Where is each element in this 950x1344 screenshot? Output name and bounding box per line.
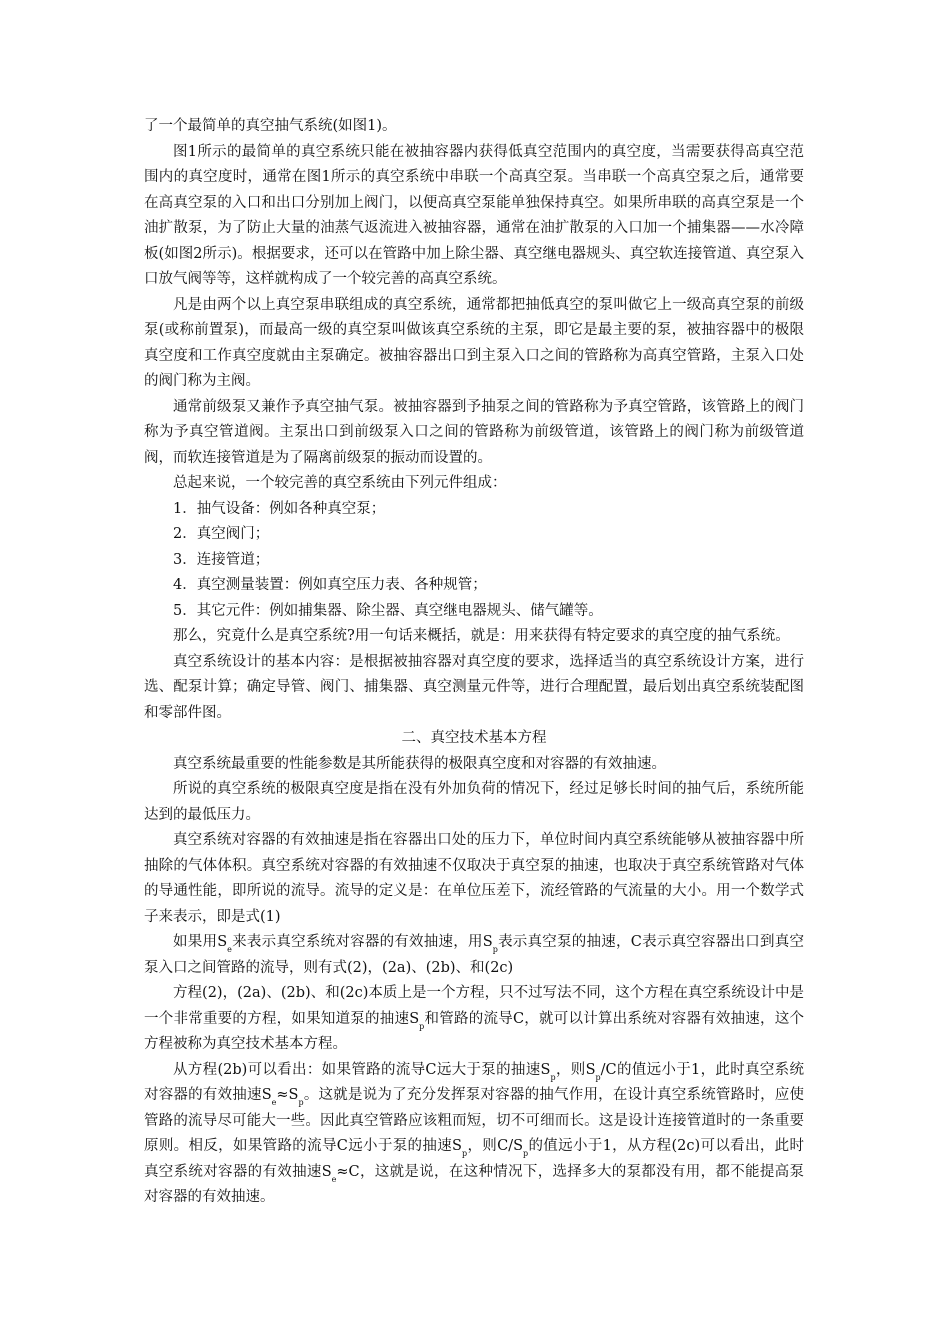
list-item: 4．真空测量装置：例如真空压力表、各种规管； xyxy=(173,577,487,593)
paragraph-ultimate-vacuum: 所说的真空系统的极限真空度是指在没有外加负荷的情况下，经过足够长时间的抽气后，系统所能达到的最低压力。 xyxy=(144,781,804,823)
list-item: 1．抽气设备：例如各种真空泵； xyxy=(173,500,386,517)
section-heading: 二、真空技术基本方程 xyxy=(401,730,547,746)
paragraph-design-content: 真空系统设计的基本内容：是根据被抽容器对真空度的要求，选择适当的真空系统设计方案，进行选、配泵计算；确定导管、阀门、捕集器、真空测量元件等，进行合理配置，最后划出真空系统装配图和零部件图。 xyxy=(144,653,804,721)
list-item: 5．其它元件：例如捕集器、除尘器、真空继电器规头、储气罐等。 xyxy=(173,602,603,619)
paragraph-continuation: 了一个最简单的真空抽气系统(如图1)。 xyxy=(144,118,397,134)
paragraph-pre-vacuum: 通常前级泵又兼作予真空抽气泵。被抽容器到予抽泵之间的管路称为予真空管路，该管路上的阀门称为予真空管道阀。主泵出口到前级泵入口之间的管路称为前级管道，该管路上的阀门称为前级管道阀，而软连接管道是为了隔离前级泵的振动而设置的。 xyxy=(144,398,804,466)
paragraph-basic-equation: 方程(2)，(2a)、(2b)、和(2c)本质上是一个方程，只不过写法不同，这个方程在真空系统设计中是一个非常重要的方程，如果知道泵的抽速$S_p$和管路的流导C，就可以计算出系统对容器有效抽速，这个方程被称为真空技术基本方程。 xyxy=(144,985,805,1052)
paragraph-effective-speed: 真空系统对容器的有效抽速是指在容器出口处的压力下，单位时间内真空系统能够从被抽容器中所抽除的气体体积。真空系统对容器的有效抽速不仅取决于真空泵的抽速，也取决于真空系统管路对气体的导通性能，即所说的流导。流导的定义是：在单位压差下，流经管路的气流量的大小。用一个数学式子来表示，即是式(1) xyxy=(144,832,804,925)
paragraph-performance: 真空系统最重要的性能参数是其所能获得的极限真空度和对容器的有效抽速。 xyxy=(173,755,666,772)
paragraph-formula-2: 如果用$S_e$来表示真空系统对容器的有效抽速，用$S_p$表示真空泵的抽速，C表示真空容器出口到真空泵入口之间管路的流导，则有式(2)，(2a)、(2b)、和(2c) xyxy=(144,934,805,976)
list-item: 2．真空阀门； xyxy=(173,526,270,542)
paragraph-components-intro: 总起来说，一个较完善的真空系统由下列元件组成： xyxy=(173,475,507,491)
document-body xyxy=(144,114,804,1211)
list-item: 3．连接管道； xyxy=(173,551,270,568)
paragraph-analysis: 从方程(2b)可以看出：如果管路的流导C远大于泵的抽速$S_p$，则$S_p/C$的值远小于1，此时真空系统对容器的有效抽速$S_e\approx S_p$。这就是说为了充分发挥泵对容器的抽气作用，在设计真空系统管路时，应使管路的流导尽可能大一些。因此真空管路应该粗而短，切不可细而长。这是设计连接管道时的一条重要原则。相反，如果管路的流导C远小于泵的抽速$S_p$，则$C/S_p$的值远小于1，从方程(2c)可以看出，此时真空系统对容器的有效抽速$S_e\approx C$，这就是说，在这种情况下，选择多大的泵都没有用，都不能提高泵对容器的有效抽速。 xyxy=(144,1061,804,1205)
paragraph-fore-pump: 凡是由两个以上真空泵串联组成的真空系统，通常都把抽低真空的泵叫做它上一级高真空泵的前级泵(或称前置泵)，而最高一级的真空泵叫做该真空系统的主泵，即它是最主要的泵，被抽容器中的极限真空度和工作真空度就由主泵确定。被抽容器出口到主泵入口之间的管路称为高真空管路，主泵入口处的阀门称为主阀。 xyxy=(144,296,804,389)
paragraph-definition: 那么，究竟什么是真空系统?用一句话来概括，就是：用来获得有特定要求的真空度的抽气系统。 xyxy=(173,628,790,644)
paragraph-high-vacuum-system: 图1所示的最简单的真空系统只能在被抽容器内获得低真空范围内的真空度，当需要获得高真空范围内的真空度时，通常在图1所示的真空系统中串联一个高真空泵。当串联一个高真空泵之后，通常要在高真空泵的入口和出口分别加上阀门，以便高真空泵能单独保持真空。如果所串联的高真空泵是一个油扩散泵，为了防止大量的油蒸气返流进入被抽容器，通常在油扩散泵的入口加一个捕集器——水冷障板(如图2所示)。根据要求，还可以在管路中加上除尘器、真空继电器规头、真空软连接管道、真空泵入口放气阀等等，这样就构成了一个较完善的高真空系统。 xyxy=(144,143,804,287)
